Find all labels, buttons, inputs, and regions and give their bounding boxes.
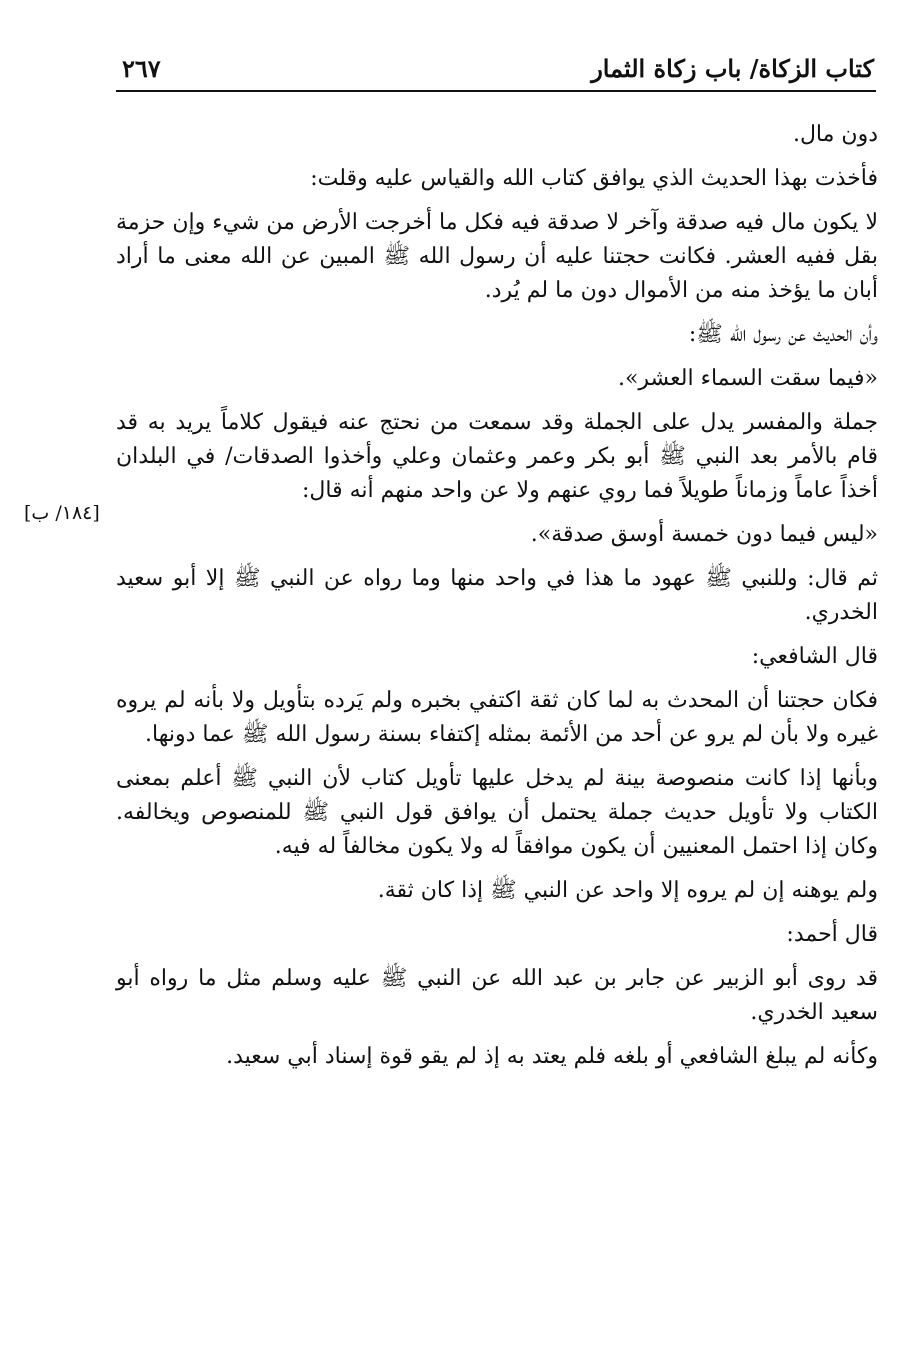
paragraph: وكأنه لم يبلغ الشافعي أو بلغه فلم يعتد به إذ لم يقو قوة إسناد أبي سعيد. xyxy=(226,1044,878,1069)
paragraph: فكان حجتنا أن المحدث به لما كان ثقة اكتفي بخبره ولم يَرده بتأويل ولا بأنه لم يروه غيره ولا بأن لم يرو عن أحد من الأئمة بمثله إكتفاء بسنة رسول الله ﷺ عما دونها. xyxy=(116,688,878,747)
paragraph: قد روى أبو الزبير عن جابر بن عبد الله عن النبي ﷺ عليه وسلم مثل ما رواه أبو سعيد الخدري. xyxy=(116,966,878,1025)
paragraph: فأخذت بهذا الحديث الذي يوافق كتاب الله والقياس عليه وقلت: xyxy=(310,166,878,191)
paragraph: لا يكون مال فيه صدقة وآخر لا صدقة فيه فكل ما أخرجت الأرض من شيء وإن حزمة بقل ففيه العشر. فكانت حجتنا عليه أن رسول الله ﷺ المبين عن الله معنى ما أراد أبان ما يؤخذ منه من الأموال دون ما لم يُرد. xyxy=(116,210,878,303)
speaker-heading: قال أحمد: xyxy=(786,922,878,947)
page-header xyxy=(116,50,876,92)
page-body xyxy=(116,118,878,1084)
paragraph: دون مال. xyxy=(792,122,878,147)
paragraph: ثم قال: وللنبي ﷺ عهود ما هذا في واحد منها وما رواه عن النبي ﷺ إلا أبو سعيد الخدري. xyxy=(116,566,878,625)
paragraph: وأن الحديث عن رسول الله ﷺ: xyxy=(688,322,878,347)
paragraph: ولم يوهنه إن لم يروه إلا واحد عن النبي ﷺ إذا كان ثقة. xyxy=(377,878,878,903)
hadith-quote: «ليس فيما دون خمسة أوسق صدقة». xyxy=(530,522,878,547)
speaker-heading: قال الشافعي: xyxy=(751,644,878,669)
page-number: ٢٦٧ xyxy=(122,54,161,83)
hadith-quote: «فيما سقت السماء العشر». xyxy=(617,366,878,391)
paragraph: جملة والمفسر يدل على الجملة وقد سمعت من نحتج عنه فيقول كلاماً يريد به قد قام بالأمر بعد النبي ﷺ أبو بكر وعمر وعثمان وعلي وأخذوا الصدقات/ في البلدان أخذاً عاماً وزماناً طويلاً فما روي عنهم ولا عن واحد منهم أنه قال: xyxy=(116,410,878,503)
paragraph: وبأنها إذا كانت منصوصة بينة لم يدخل عليها تأويل كتاب لأن النبي ﷺ أعلم بمعنى الكتاب ولا تأويل حديث جملة يحتمل أن يوافق قول النبي ﷺ للمنصوص ويخالفه. وكان إذا احتمل المعنيين أن يكون موافقاً له ولا يكون مخالفاً له فيه. xyxy=(116,766,878,859)
manuscript-folio-marker: [١٨٤/ ب] xyxy=(24,502,100,524)
running-title: كتاب الزكاة/ باب زكاة الثمار xyxy=(591,54,874,83)
